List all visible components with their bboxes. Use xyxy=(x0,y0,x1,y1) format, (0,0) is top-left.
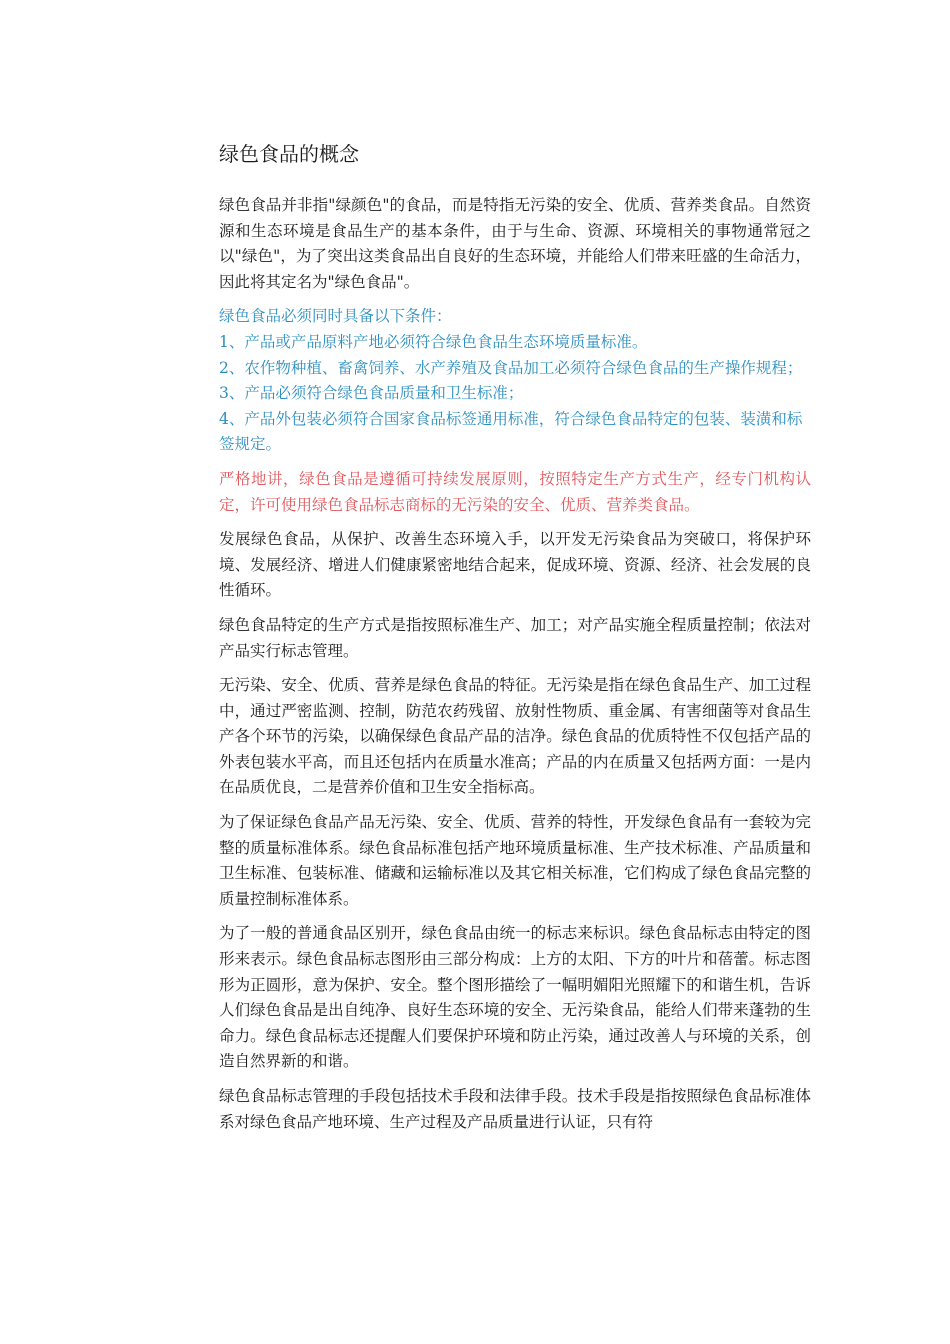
condition-item-1: 1、产品或产品原料产地必须符合绿色食品生态环境质量标准。 xyxy=(219,332,648,351)
page-title: 绿色食品的概念 xyxy=(219,142,359,166)
features-paragraph: 无污染、安全、优质、营养是绿色食品的特征。无污染是指在绿色食品生产、加工过程中，通过严密监测、控制，防范农药残留、放射性物质、重金属、有害细菌等对食品生产各个环节的污染，以确保绿色食品产品的洁净。绿色食品的优质特性不仅包括产品的外表包装水平高，而且还包括内在质量水准高；产品的内在质量又包括两方面：一是内在品质优良，二是营养价值和卫生安全指标高。 xyxy=(219,676,811,797)
intro-paragraph: 绿色食品并非指"绿颜色"的食品，而是特指无污染的安全、优质、营养类食品。自然资源和生态环境是食品生产的基本条件，由于与生命、资源、环境相关的事物通常冠之以"绿色"，为了突出这类食品出自良好的生态环境，并能给人们带来旺盛的生命活力，因此将其定名为"绿色食品"。 xyxy=(219,196,811,291)
condition-item-4: 4、产品外包装必须符合国家食品标签通用标准，符合绿色食品特定的包装、装潢和标签规定。 xyxy=(219,409,803,454)
document-page xyxy=(219,140,811,1144)
condition-item-3: 3、产品必须符合绿色食品质量和卫生标准； xyxy=(219,384,524,403)
develop-paragraph: 发展绿色食品，从保护、改善生态环境入手，以开发无污染食品为突破口，将保护环境、发展经济、增进人们健康紧密地结合起来，促成环境、资源、经济、社会发展的良性循环。 xyxy=(219,530,811,600)
logo-paragraph: 为了一般的普通食品区别开，绿色食品由统一的标志来标识。绿色食品标志由特定的图形来表示。绿色食品标志图形由三部分构成：上方的太阳、下方的叶片和蓓蕾。标志图形为正圆形，意为保护、安全。整个图形描绘了一幅明媚阳光照耀下的和谐生机，告诉人们绿色食品是出自纯净、良好生态环境的安全、无污染食品，能给人们带来蓬勃的生命力。绿色食品标志还提醒人们要保护环境和防止污染，通过改善人与环境的关系，创造自然界新的和谐。 xyxy=(219,924,811,1071)
strict-definition-paragraph: 严格地讲，绿色食品是遵循可持续发展原则，按照特定生产方式生产，经专门机构认定，许可使用绿色食品标志商标的无污染的安全、优质、营养类食品。 xyxy=(219,469,811,514)
management-paragraph: 绿色食品标志管理的手段包括技术手段和法律手段。技术手段是指按照绿色食品标准体系对绿色食品产地环境、生产过程及产品质量进行认证，只有符 xyxy=(219,1087,811,1131)
standards-paragraph: 为了保证绿色食品产品无污染、安全、优质、营养的特性，开发绿色食品有一套较为完整的质量标准体系。绿色食品标准包括产地环境质量标准、生产技术标准、产品质量和卫生标准、包装标准、储藏和运输标准以及其它相关标准，它们构成了绿色食品完整的质量控制标准体系。 xyxy=(219,813,811,908)
condition-item-2: 2、农作物种植、畜禽饲养、水产养殖及食品加工必须符合绿色食品的生产操作规程； xyxy=(219,358,803,377)
conditions-block xyxy=(219,304,811,458)
conditions-intro: 绿色食品必须同时具备以下条件： xyxy=(219,307,452,326)
production-method-paragraph: 绿色食品特定的生产方式是指按照标准生产、加工；对产品实施全程质量控制；依法对产品实行标志管理。 xyxy=(219,615,811,660)
